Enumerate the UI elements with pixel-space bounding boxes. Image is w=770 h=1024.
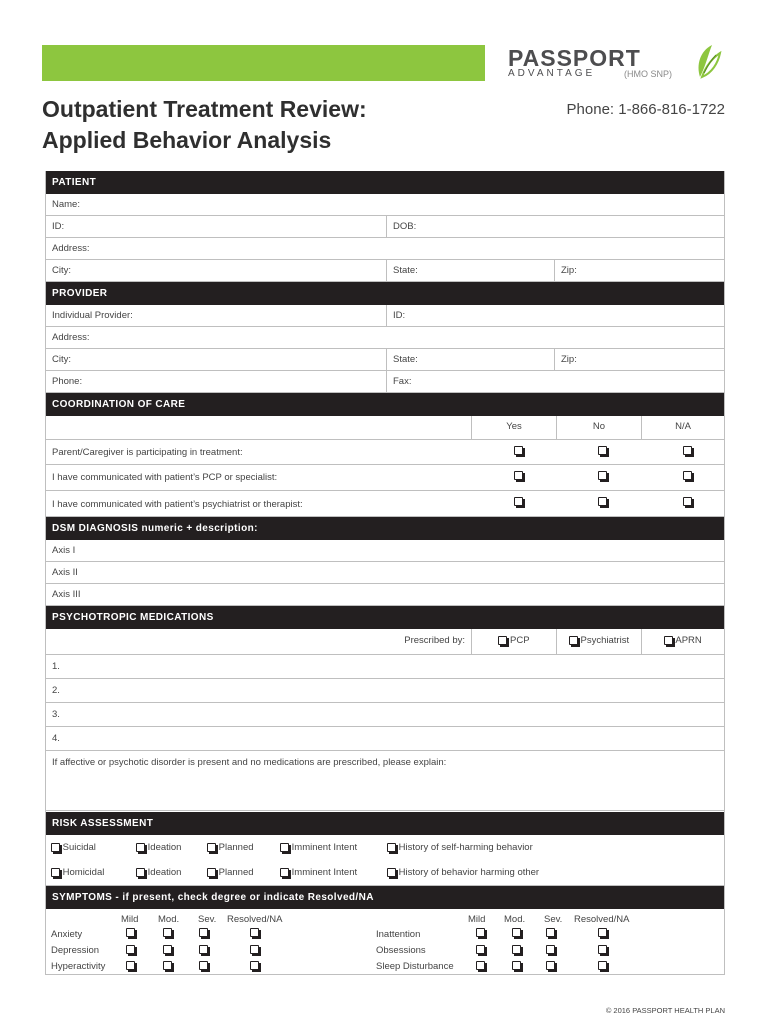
- inattention-mild-checkbox[interactable]: [476, 927, 485, 938]
- na-checkbox[interactable]: [677, 440, 692, 464]
- phone-number: Phone: 1-866-816-1722: [566, 101, 725, 118]
- inattention-resolved-checkbox[interactable]: [598, 927, 607, 938]
- anxiety-resolved-checkbox[interactable]: [250, 927, 259, 938]
- risk-row-homicidal: [46, 860, 724, 886]
- inattention-sev-checkbox[interactable]: [546, 927, 555, 938]
- axis-3-label: Axis III: [52, 589, 81, 600]
- obsessions-resolved-checkbox[interactable]: [598, 944, 607, 955]
- axis-1-label: Axis I: [52, 545, 76, 556]
- history-self-label: History of self-harming behavior: [398, 842, 533, 853]
- hyperactivity-mild-checkbox[interactable]: [126, 960, 135, 971]
- pcp-option[interactable]: [471, 629, 556, 654]
- coordination-column-headers: [46, 416, 724, 440]
- explain-label: If affective or psychotic disorder is present and no medications are prescribed, please explain:: [52, 757, 447, 768]
- provider-state-field[interactable]: [386, 349, 554, 370]
- patient-zip-label: Zip:: [561, 265, 577, 276]
- patient-name-field[interactable]: [46, 194, 724, 216]
- obsessions-mild-checkbox[interactable]: [476, 944, 485, 955]
- coordination-row: [46, 465, 724, 491]
- hyperactivity-mod-checkbox[interactable]: [163, 960, 172, 971]
- medication-4-label: 4.: [52, 733, 60, 744]
- patient-city-field[interactable]: [46, 260, 386, 281]
- provider-fax-label: Fax:: [393, 376, 412, 387]
- no-checkbox[interactable]: [592, 491, 607, 516]
- individual-provider-label: Individual Provider:: [52, 310, 133, 321]
- symptoms-section-header: SYMPTOMS - if present, check degree or indicate Resolved/NA: [46, 886, 724, 909]
- axis-1-field[interactable]: [46, 540, 724, 562]
- planned-label: Planned: [218, 842, 254, 853]
- history-self-option[interactable]: [381, 835, 533, 860]
- no-checkbox[interactable]: [592, 440, 607, 464]
- resolved-header: Resolved/NA: [574, 914, 630, 925]
- provider-zip-field[interactable]: [554, 349, 724, 370]
- sev-header: Sev.: [198, 914, 217, 925]
- depression-resolved-checkbox[interactable]: [250, 944, 259, 955]
- ideation-label: Ideation: [147, 842, 182, 853]
- suicidal-label: Suicidal: [62, 842, 96, 853]
- na-checkbox[interactable]: [677, 465, 692, 490]
- anxiety-mod-checkbox[interactable]: [163, 927, 172, 938]
- patient-id-label: ID:: [52, 221, 65, 232]
- patient-state-field[interactable]: [386, 260, 554, 281]
- na-checkbox[interactable]: [677, 491, 692, 516]
- provider-phone-label: Phone:: [52, 376, 83, 387]
- mild-header: Mild: [468, 914, 486, 925]
- patient-zip-field[interactable]: [554, 260, 724, 281]
- provider-fax-field[interactable]: [386, 371, 724, 392]
- imminent-label: Imminent Intent: [291, 842, 358, 853]
- no-checkbox[interactable]: [592, 465, 607, 490]
- sleep-sev-checkbox[interactable]: [546, 960, 555, 971]
- medication-3-label: 3.: [52, 709, 60, 720]
- history-other-option[interactable]: [381, 860, 539, 885]
- title-line-1: Outpatient Treatment Review:: [42, 96, 367, 122]
- aprn-label: APRN: [675, 635, 702, 646]
- patient-id-row: [46, 216, 724, 238]
- medication-2-field[interactable]: [46, 679, 724, 703]
- provider-zip-label: Zip:: [561, 354, 577, 365]
- symptom-anxiety: Anxiety: [51, 929, 83, 940]
- symptom-obsessions: Obsessions: [376, 945, 426, 956]
- resolved-header: Resolved/NA: [227, 914, 283, 925]
- psychiatrist-option[interactable]: [556, 629, 641, 654]
- anxiety-mild-checkbox[interactable]: [126, 927, 135, 938]
- patient-city-row: [46, 260, 724, 282]
- symptom-hyperactivity: Hyperactivity: [51, 961, 106, 972]
- prescribed-by-label: Prescribed by:: [404, 635, 465, 646]
- col-no: No: [556, 416, 641, 439]
- patient-address-field[interactable]: [46, 238, 724, 260]
- homicidal-option[interactable]: [46, 860, 104, 885]
- medication-1-field[interactable]: [46, 655, 724, 679]
- mod-header: Mod.: [504, 914, 526, 925]
- coordination-row: [46, 440, 724, 465]
- symptom-inattention: Inattention: [376, 929, 421, 940]
- hyperactivity-sev-checkbox[interactable]: [199, 960, 208, 971]
- obsessions-mod-checkbox[interactable]: [512, 944, 521, 955]
- provider-id-label: ID:: [393, 310, 406, 321]
- explain-field[interactable]: [46, 751, 724, 811]
- sleep-mod-checkbox[interactable]: [512, 960, 521, 971]
- provider-city-label: City:: [52, 354, 71, 365]
- medications-section-header: PSYCHOTROPIC MEDICATIONS: [46, 606, 724, 629]
- medication-1-label: 1.: [52, 661, 60, 672]
- homicidal-imminent-option[interactable]: [274, 860, 357, 885]
- patient-section-header: PATIENT: [46, 171, 724, 194]
- obsessions-sev-checkbox[interactable]: [546, 944, 555, 955]
- coordination-question: Parent/Caregiver is participating in treatment:: [52, 447, 243, 458]
- symptom-depression: Depression: [51, 945, 100, 956]
- medication-2-label: 2.: [52, 685, 60, 696]
- medication-3-field[interactable]: [46, 703, 724, 727]
- patient-id-field[interactable]: [46, 216, 386, 237]
- suicidal-option[interactable]: [46, 835, 96, 860]
- header-green-bar: [42, 45, 485, 81]
- logo-plan-text: (HMO SNP): [624, 69, 672, 79]
- suicidal-imminent-option[interactable]: [274, 835, 357, 860]
- col-na: N/A: [641, 416, 724, 439]
- inattention-mod-checkbox[interactable]: [512, 927, 521, 938]
- review-form: [45, 171, 725, 975]
- patient-city-label: City:: [52, 265, 71, 276]
- individual-provider-field[interactable]: [46, 305, 386, 326]
- provider-address-label: Address:: [52, 332, 90, 343]
- symptoms-grid: [46, 909, 724, 975]
- copyright-footer: © 2016 PASSPORT HEALTH PLAN: [605, 1006, 725, 1015]
- imminent-label: Imminent Intent: [291, 867, 358, 878]
- provider-address-field[interactable]: [46, 327, 724, 349]
- anxiety-sev-checkbox[interactable]: [199, 927, 208, 938]
- depression-mild-checkbox[interactable]: [126, 944, 135, 955]
- page-title: [42, 94, 367, 156]
- provider-row: [46, 305, 724, 327]
- pcp-label: PCP: [510, 635, 530, 646]
- pcp-checkbox[interactable]: [498, 636, 507, 645]
- coordination-row: [46, 491, 724, 517]
- coordination-section-header: COORDINATION OF CARE: [46, 393, 724, 416]
- psychiatrist-checkbox[interactable]: [569, 636, 578, 645]
- aprn-option[interactable]: [641, 629, 724, 654]
- patient-state-label: State:: [393, 265, 418, 276]
- depression-mod-checkbox[interactable]: [163, 944, 172, 955]
- psychiatrist-label: Psychiatrist: [580, 635, 630, 646]
- coordination-question: I have communicated with patient’s PCP or specialist:: [52, 472, 278, 483]
- leaf-icon: [694, 43, 722, 79]
- sleep-mild-checkbox[interactable]: [476, 960, 485, 971]
- provider-phone-field[interactable]: [46, 371, 386, 392]
- provider-section-header: PROVIDER: [46, 282, 724, 305]
- medication-4-field[interactable]: [46, 727, 724, 751]
- axis-3-field[interactable]: [46, 584, 724, 606]
- dsm-section-header: DSM DIAGNOSIS numeric + description:: [46, 517, 724, 540]
- patient-dob-label: DOB:: [393, 221, 417, 232]
- yes-checkbox[interactable]: [508, 491, 523, 516]
- symptom-sleep-disturbance: Sleep Disturbance: [376, 961, 454, 972]
- aprn-checkbox[interactable]: [664, 636, 673, 645]
- suicidal-planned-option[interactable]: [201, 835, 254, 860]
- provider-city-field[interactable]: [46, 349, 386, 370]
- sleep-resolved-checkbox[interactable]: [598, 960, 607, 971]
- risk-section-header: RISK ASSESSMENT: [46, 812, 724, 835]
- col-yes: Yes: [471, 416, 556, 439]
- mod-header: Mod.: [158, 914, 180, 925]
- passport-advantage-logo: [508, 43, 738, 83]
- mild-header: Mild: [121, 914, 139, 925]
- yes-checkbox[interactable]: [508, 440, 523, 464]
- prescribed-by-row: [46, 629, 724, 655]
- homicidal-ideation-option[interactable]: [130, 860, 181, 885]
- hyperactivity-resolved-checkbox[interactable]: [250, 960, 259, 971]
- coordination-question: I have communicated with patient’s psychiatrist or therapist:: [52, 499, 303, 510]
- planned-label: Planned: [218, 867, 254, 878]
- title-line-2: Applied Behavior Analysis: [42, 127, 332, 153]
- provider-city-row: [46, 349, 724, 371]
- depression-sev-checkbox[interactable]: [199, 944, 208, 955]
- patient-address-label: Address:: [52, 243, 90, 254]
- logo-main-text: PASSPORT: [508, 45, 641, 71]
- suicidal-ideation-option[interactable]: [130, 835, 181, 860]
- ideation-label: Ideation: [147, 867, 182, 878]
- provider-state-label: State:: [393, 354, 418, 365]
- sev-header: Sev.: [544, 914, 563, 925]
- patient-name-label: Name:: [52, 199, 80, 210]
- homicidal-planned-option[interactable]: [201, 860, 254, 885]
- logo-sub-text: ADVANTAGE: [508, 68, 596, 79]
- axis-2-field[interactable]: [46, 562, 724, 584]
- risk-row-suicidal: [46, 835, 724, 860]
- yes-checkbox[interactable]: [508, 465, 523, 490]
- patient-dob-field[interactable]: [386, 216, 724, 237]
- provider-phone-row: [46, 371, 724, 393]
- axis-2-label: Axis II: [52, 567, 78, 578]
- history-other-label: History of behavior harming other: [398, 867, 540, 878]
- provider-id-field[interactable]: [386, 305, 724, 326]
- homicidal-label: Homicidal: [62, 867, 105, 878]
